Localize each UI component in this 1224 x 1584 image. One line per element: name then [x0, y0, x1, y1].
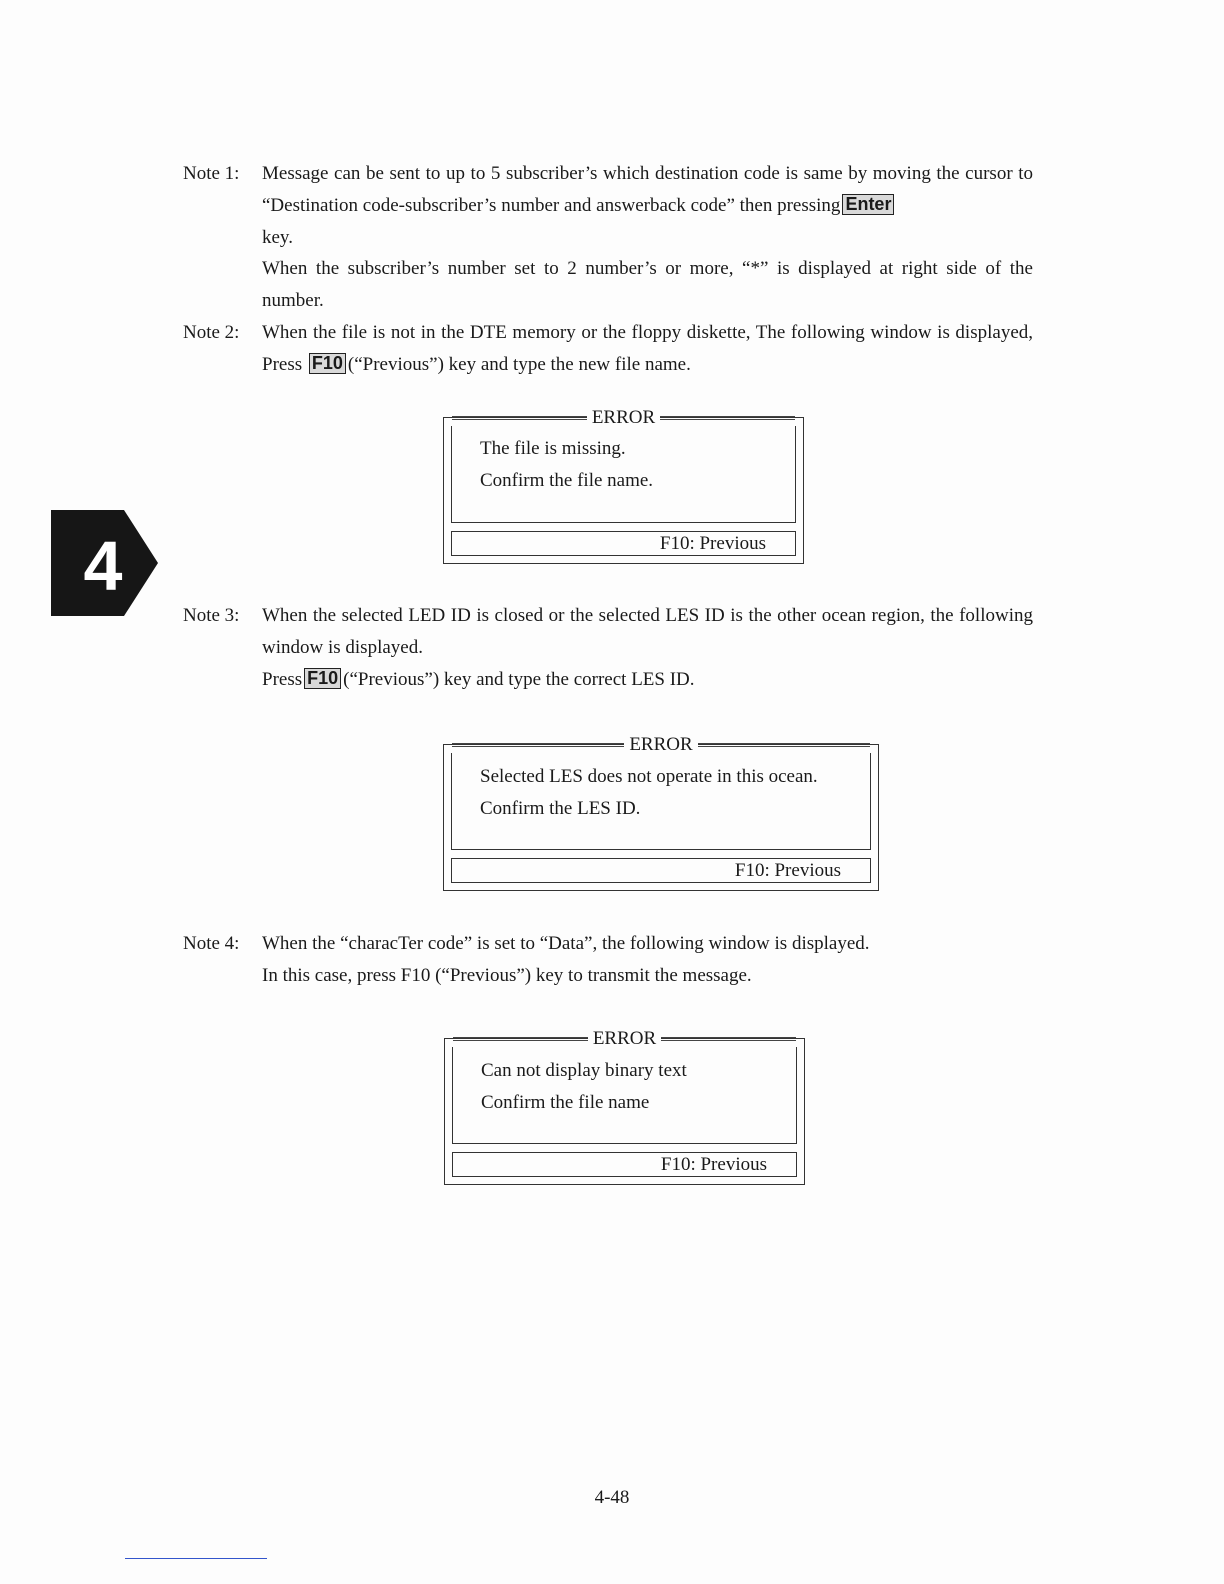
margin-rule: [125, 1558, 267, 1559]
note-text: (“Previous”) key and type the correct LES ID.: [343, 668, 695, 690]
dialog-message-line: Confirm the file name: [481, 1092, 650, 1113]
dialog-message-line: Can not display binary text: [481, 1060, 687, 1081]
note-text: When the “characTer code” is set to “Data”, the following window is displayed.: [262, 933, 870, 954]
note-text: Press: [262, 668, 303, 690]
note-3: [183, 600, 1033, 695]
dialog-title: ERROR: [587, 407, 660, 429]
page-number: 4-48: [594, 1487, 630, 1508]
dialog-message-area: [451, 753, 871, 850]
note-4: [183, 928, 1033, 992]
dialog-message-area: [451, 426, 796, 523]
chapter-tab: [51, 510, 158, 616]
note-text: When the file is not in the DTE memory or the floppy diskette, The following window is displayed, Press: [262, 322, 1033, 375]
note-text: When the subscriber’s number set to 2 number’s or more, “*” is displayed at right side of the number.: [262, 258, 1033, 312]
chapter-tab-shape: [51, 510, 158, 616]
dialog-title: ERROR: [624, 734, 697, 756]
note-label: Note 4:: [183, 933, 240, 954]
note-text: key.: [262, 226, 293, 248]
note-text: When the selected LED ID is closed or the selected LES ID is the other ocean region, the following window is displayed.: [262, 605, 1033, 658]
error-dialog-binary-text: [444, 1028, 805, 1185]
dialog-footer-label: F10: Previous: [659, 533, 766, 554]
previous-button[interactable]: [452, 1152, 797, 1177]
dialog-footer-label: F10: Previous: [660, 1154, 767, 1175]
dialog-footer-label: F10: Previous: [734, 860, 841, 881]
note-text: (“Previous”) key and type the new file name.: [347, 353, 691, 375]
dialog-message-line: Selected LES does not operate in this ocean.: [480, 766, 818, 787]
dialog-message-line: Confirm the file name.: [480, 470, 654, 491]
f10-key: F10: [309, 353, 346, 374]
dialog-message-area: [452, 1047, 797, 1144]
enter-key: Enter: [842, 194, 894, 215]
error-dialog-file-missing: [443, 407, 804, 564]
note-label: Note 3:: [183, 605, 240, 626]
note-text: In this case, press F10 (“Previous”) key to transmit the message.: [262, 964, 752, 986]
note-label: Note 1:: [183, 163, 240, 184]
chapter-number: 4: [83, 527, 123, 605]
error-dialog-les-ocean: [443, 734, 879, 891]
f10-key: F10: [304, 668, 341, 689]
note-text: Message can be sent to up to 5 subscriber’s which destination code is same by moving the cursor to “Destination code-subscriber’s number and answerback code” then pressing: [262, 163, 1033, 216]
dialog-title: ERROR: [588, 1028, 661, 1050]
dialog-message-line: Confirm the LES ID.: [480, 798, 641, 819]
dialog-message-line: The file is missing.: [480, 438, 626, 459]
previous-button[interactable]: [451, 531, 796, 556]
note-1: [183, 158, 1033, 317]
note-2: [183, 317, 1033, 381]
note-label: Note 2:: [183, 322, 240, 343]
previous-button[interactable]: [451, 858, 871, 883]
